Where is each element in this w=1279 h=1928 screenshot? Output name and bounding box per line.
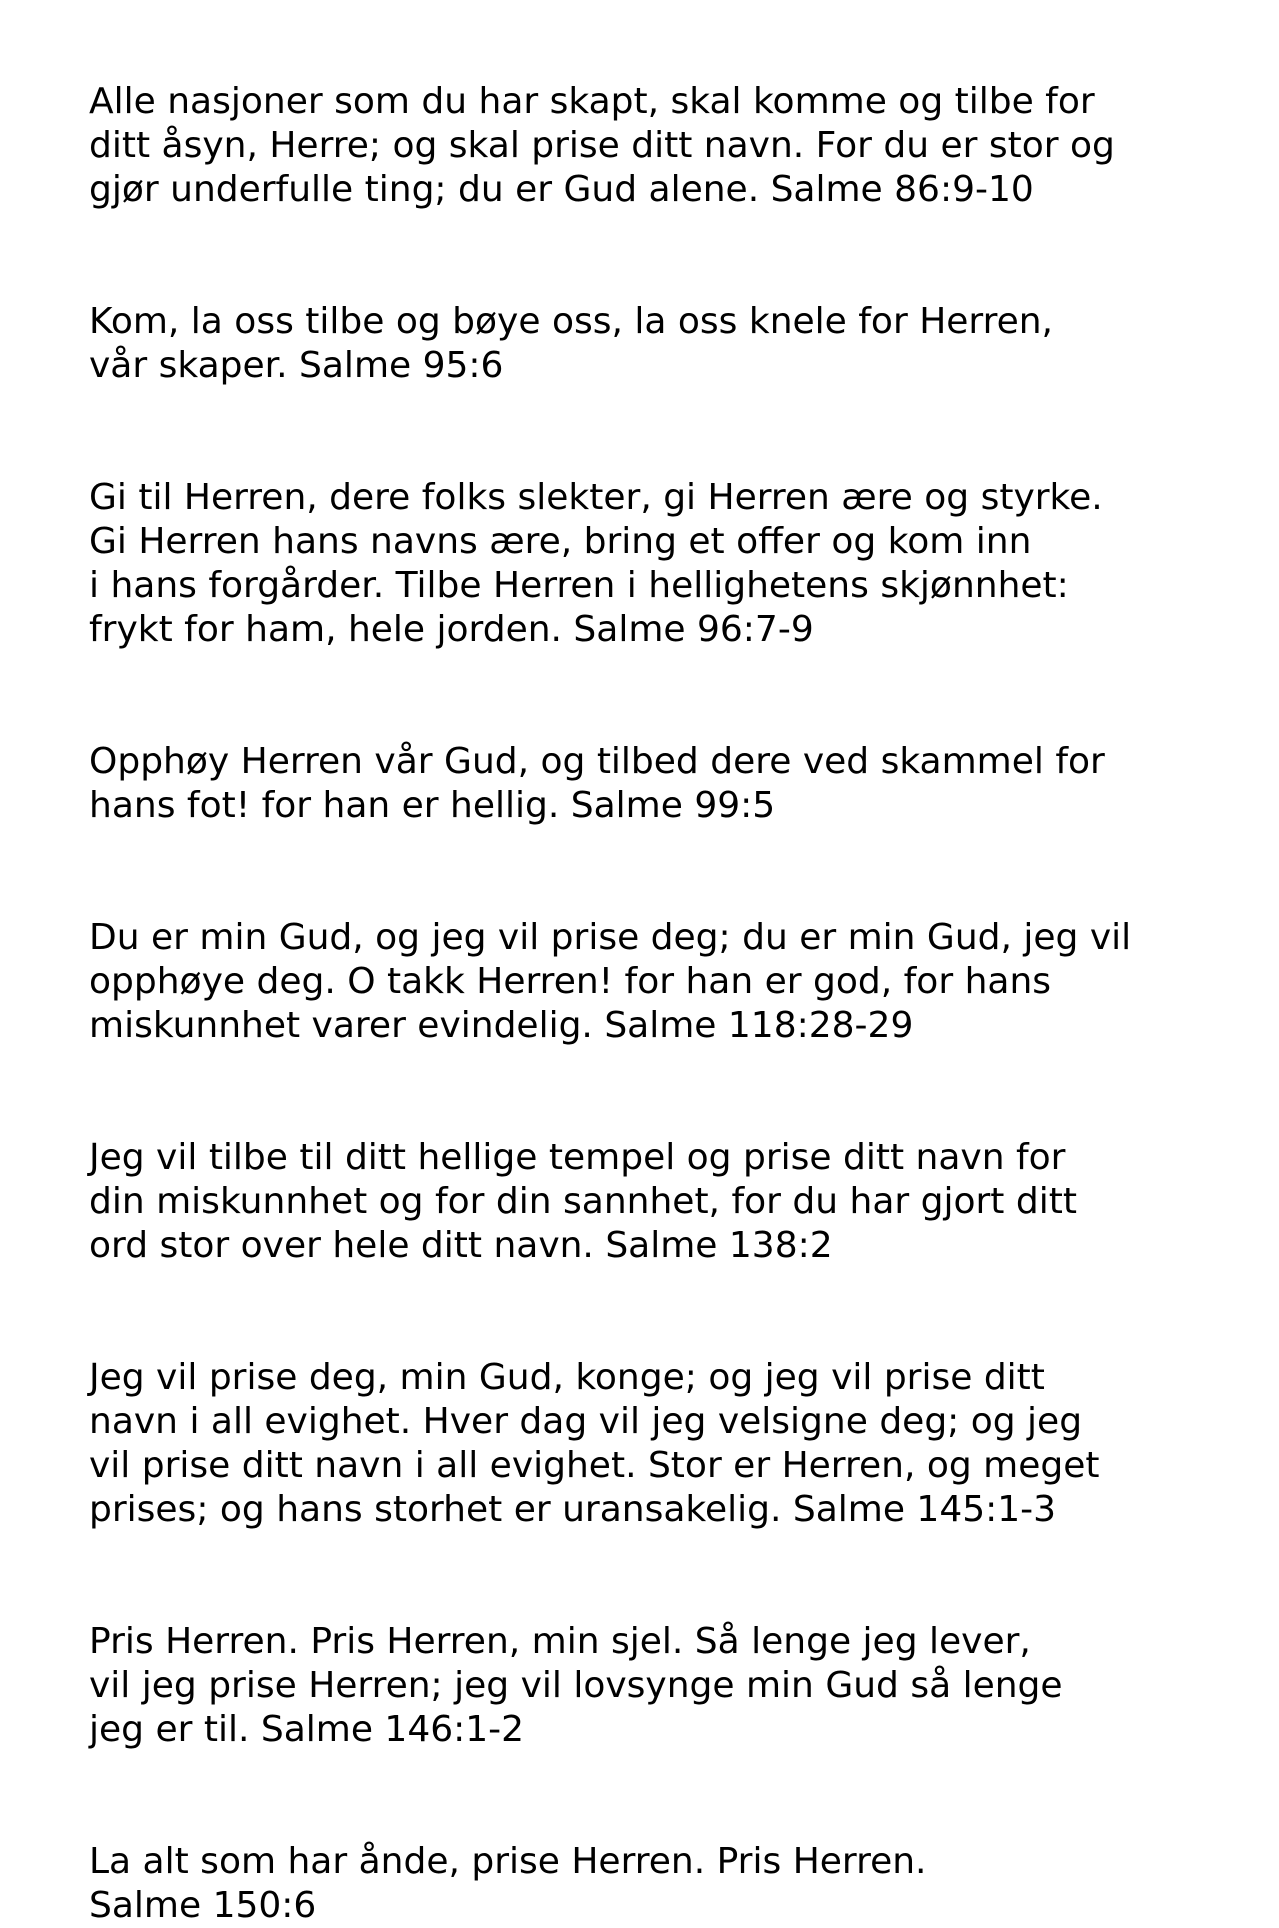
verse-list bbox=[89, 80, 1239, 1928]
verse-line: Jeg vil prise deg, min Gud, konge; og jeg vil prise ditt bbox=[89, 1357, 1045, 1398]
verse-line: i hans forgårder. Tilbe Herren i hellighetens skjønnhet: bbox=[89, 565, 1069, 606]
verse-line: Jeg vil tilbe til ditt hellige tempel og prise ditt navn for bbox=[89, 1137, 1066, 1178]
verse-line: Gi til Herren, dere folks slekter, gi Herren ære og styrke. bbox=[89, 477, 1103, 518]
verse-salme-150-6 bbox=[89, 1840, 1239, 1928]
verse-line: Kom, la oss tilbe og bøye oss, la oss knele for Herren, bbox=[89, 301, 1054, 342]
verse-line: La alt som har ånde, prise Herren. Pris Herren. bbox=[89, 1841, 927, 1882]
verse-line: Alle nasjoner som du har skapt, skal komme og tilbe for bbox=[89, 81, 1095, 122]
verse-line: Gi Herren hans navns ære, bring et offer og kom inn bbox=[89, 521, 1032, 562]
verse-line: miskunnhet varer evindelig. Salme 118:28-29 bbox=[89, 1005, 914, 1046]
verse-line: Salme 150:6 bbox=[89, 1885, 317, 1926]
verse-salme-86-9-10 bbox=[89, 80, 1239, 212]
verse-line: Du er min Gud, og jeg vil prise deg; du er min Gud, jeg vil bbox=[89, 917, 1132, 958]
verse-salme-138-2 bbox=[89, 1136, 1239, 1268]
verse-line: opphøye deg. O takk Herren! for han er god, for hans bbox=[89, 961, 1052, 1002]
verse-line: din miskunnhet og for din sannhet, for du har gjort ditt bbox=[89, 1181, 1077, 1222]
verse-salme-146-1-2 bbox=[89, 1620, 1239, 1752]
verse-line: Opphøy Herren vår Gud, og tilbed dere ved skammel for bbox=[89, 741, 1105, 782]
verse-line: jeg er til. Salme 146:1-2 bbox=[89, 1709, 525, 1750]
verse-line: hans fot! for han er hellig. Salme 99:5 bbox=[89, 785, 776, 826]
verse-salme-118-28-29 bbox=[89, 916, 1239, 1048]
verse-salme-96-7-9 bbox=[89, 476, 1239, 652]
verse-line: vår skaper. Salme 95:6 bbox=[89, 345, 504, 386]
verse-line: gjør underfulle ting; du er Gud alene. Salme 86:9-10 bbox=[89, 169, 1034, 210]
verse-salme-145-1-3 bbox=[89, 1356, 1239, 1532]
verse-line: vil prise ditt navn i all evighet. Stor er Herren, og meget bbox=[89, 1445, 1100, 1486]
verse-line: prises; og hans storhet er uransakelig. Salme 145:1-3 bbox=[89, 1489, 1057, 1530]
verse-line: ord stor over hele ditt navn. Salme 138:2 bbox=[89, 1225, 833, 1266]
verse-line: ditt åsyn, Herre; og skal prise ditt navn. For du er stor og bbox=[89, 125, 1115, 166]
verse-line: Pris Herren. Pris Herren, min sjel. Så lenge jeg lever, bbox=[89, 1621, 1031, 1662]
verse-salme-95-6 bbox=[89, 300, 1239, 388]
verse-line: navn i all evighet. Hver dag vil jeg velsigne deg; og jeg bbox=[89, 1401, 1083, 1442]
verse-salme-99-5 bbox=[89, 740, 1239, 828]
verse-line: vil jeg prise Herren; jeg vil lovsynge min Gud så lenge bbox=[89, 1665, 1063, 1706]
verse-line: frykt for ham, hele jorden. Salme 96:7-9 bbox=[89, 609, 814, 650]
